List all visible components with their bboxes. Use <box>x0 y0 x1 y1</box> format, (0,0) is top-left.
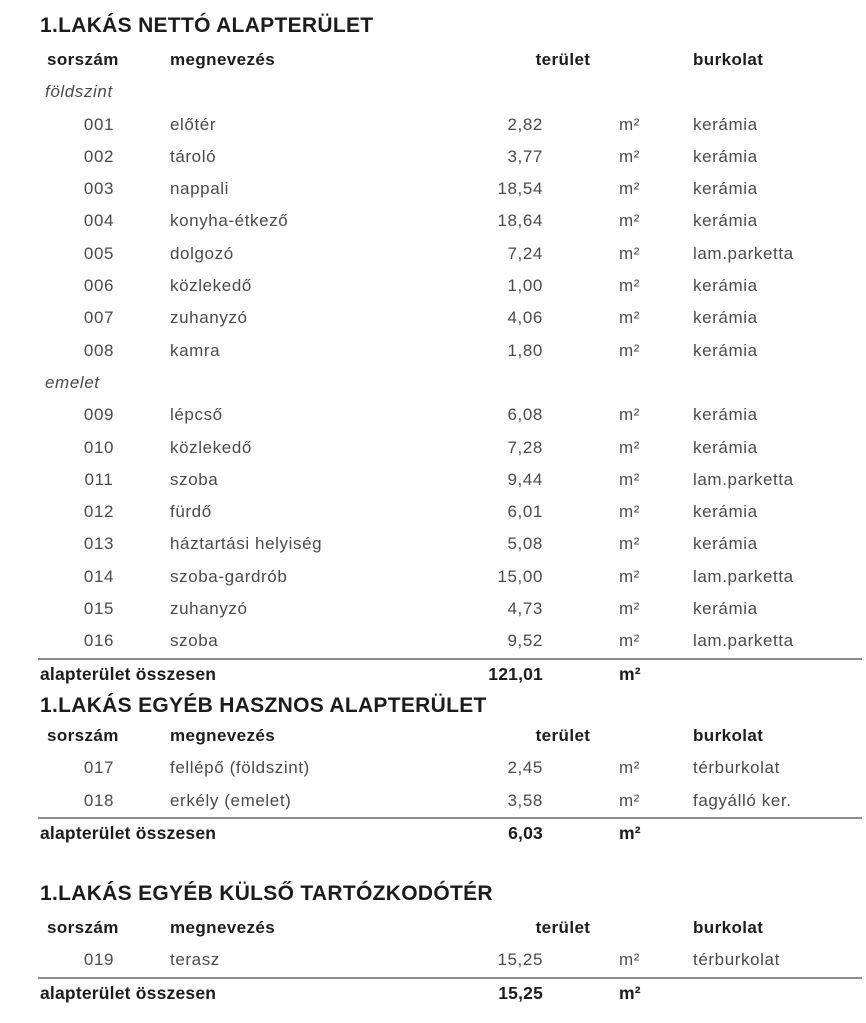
row-sorszam: 018 <box>83 790 115 810</box>
row-megnevezes: terasz <box>170 950 220 970</box>
total-row <box>0 977 866 1009</box>
col-header-megnevezes: megnevezés <box>170 50 276 69</box>
row-sorszam: 016 <box>83 631 115 651</box>
row-sorszam: 013 <box>83 534 115 554</box>
row-terulet: 3,77 <box>507 146 543 166</box>
row-sorszam: 002 <box>83 146 115 166</box>
table-header-row <box>0 912 866 944</box>
row-burkolat: kerámia <box>693 146 758 166</box>
table-egyeb-hasznos-alapterulet <box>0 690 866 849</box>
section-title: 1.LAKÁS EGYÉB HASZNOS ALAPTERÜLET <box>40 693 487 717</box>
row-burkolat: kerámia <box>693 211 758 231</box>
floor-section-row <box>0 367 866 399</box>
table-egyeb-kulso-tartozkodoter <box>0 849 866 1009</box>
row-megnevezes: fellépő (földszint) <box>170 758 310 778</box>
row-sorszam: 001 <box>83 114 115 134</box>
row-terulet: 7,24 <box>507 243 543 263</box>
row-terulet: 2,45 <box>507 758 543 778</box>
row-terulet: 1,80 <box>507 340 543 360</box>
table-row <box>0 238 866 270</box>
total-area-unit: m² <box>619 982 641 1003</box>
floor-section-label: földszint <box>45 82 113 102</box>
row-terulet: 4,73 <box>507 599 543 619</box>
row-megnevezes: előtér <box>170 114 217 134</box>
col-header-terulet: terület <box>535 725 591 745</box>
row-unit: m² <box>619 950 641 970</box>
col-header-megnevezes: megnevezés <box>170 918 276 938</box>
table-row <box>0 141 866 173</box>
row-terulet: 6,08 <box>507 405 543 425</box>
row-terulet: 5,08 <box>507 534 543 554</box>
table-row <box>0 785 866 817</box>
table-row <box>0 335 866 367</box>
row-burkolat: kerámia <box>693 114 758 134</box>
table-body <box>0 76 866 657</box>
row-unit: m² <box>619 631 641 651</box>
row-terulet: 15,25 <box>497 950 543 970</box>
table-row <box>0 109 866 141</box>
row-unit: m² <box>619 211 641 231</box>
row-sorszam: 008 <box>83 340 115 360</box>
total-area-unit: m² <box>619 822 641 843</box>
row-terulet: 1,00 <box>507 276 543 296</box>
row-unit: m² <box>619 146 641 166</box>
col-header-megnevezes: megnevezés <box>170 725 276 745</box>
row-unit: m² <box>619 437 641 457</box>
row-burkolat: lam.parketta <box>693 243 794 263</box>
table-row <box>0 625 866 657</box>
table-row <box>0 464 866 496</box>
total-label: alapterület összesen <box>40 982 217 1003</box>
row-megnevezes: lépcső <box>170 405 223 425</box>
table-row <box>0 944 866 976</box>
row-terulet: 6,01 <box>507 502 543 522</box>
row-unit: m² <box>619 758 641 778</box>
row-megnevezes: erkély (emelet) <box>170 790 292 810</box>
row-terulet: 2,82 <box>507 114 543 134</box>
total-label: alapterület összesen <box>40 822 217 843</box>
section-title: 1.LAKÁS NETTÓ ALAPTERÜLET <box>40 14 374 37</box>
row-sorszam: 004 <box>83 211 115 231</box>
row-burkolat: kerámia <box>693 599 758 619</box>
row-unit: m² <box>619 566 641 586</box>
col-header-burkolat: burkolat <box>693 725 764 745</box>
row-sorszam: 003 <box>83 179 115 199</box>
floor-section-row <box>0 76 866 108</box>
col-header-terulet: terület <box>535 918 591 938</box>
total-label: alapterület összesen <box>40 663 217 684</box>
row-megnevezes: nappali <box>170 179 230 199</box>
row-burkolat: kerámia <box>693 437 758 457</box>
table-body <box>0 944 866 976</box>
row-unit: m² <box>619 243 641 263</box>
row-sorszam: 017 <box>83 758 115 778</box>
col-header-terulet: terület <box>535 50 591 69</box>
row-burkolat: lam.parketta <box>693 566 794 586</box>
row-megnevezes: zuhanyzó <box>170 599 248 619</box>
row-terulet: 4,06 <box>507 308 543 328</box>
row-sorszam: 009 <box>83 405 115 425</box>
row-burkolat: térburkolat <box>693 950 780 970</box>
row-megnevezes: konyha-étkező <box>170 211 289 231</box>
row-terulet: 18,64 <box>497 211 543 231</box>
total-row <box>0 658 866 690</box>
row-megnevezes: háztartási helyiség <box>170 534 323 554</box>
row-unit: m² <box>619 308 641 328</box>
table-row <box>0 270 866 302</box>
row-unit: m² <box>619 502 641 522</box>
table-row <box>0 752 866 784</box>
row-burkolat: kerámia <box>693 502 758 522</box>
table-row <box>0 205 866 237</box>
row-burkolat: lam.parketta <box>693 631 794 651</box>
table-body <box>0 752 866 817</box>
row-unit: m² <box>619 790 641 810</box>
total-area-unit: m² <box>619 663 641 684</box>
row-unit: m² <box>619 179 641 199</box>
row-megnevezes: tároló <box>170 146 217 166</box>
row-megnevezes: szoba-gardrób <box>170 566 288 586</box>
row-megnevezes: zuhanyzó <box>170 308 248 328</box>
row-burkolat: lam.parketta <box>693 469 794 489</box>
row-burkolat: kerámia <box>693 179 758 199</box>
table-row <box>0 302 866 334</box>
row-sorszam: 006 <box>83 276 115 296</box>
total-area-value: 121,01 <box>488 663 543 684</box>
row-sorszam: 005 <box>83 243 115 263</box>
row-terulet: 9,52 <box>507 631 543 651</box>
floor-section-label: emelet <box>45 372 100 392</box>
row-sorszam: 019 <box>83 950 115 970</box>
row-burkolat: kerámia <box>693 340 758 360</box>
total-row <box>0 817 866 849</box>
table-row <box>0 561 866 593</box>
table-row <box>0 432 866 464</box>
row-unit: m² <box>619 599 641 619</box>
col-header-sorszam: sorszám <box>47 725 119 745</box>
row-burkolat: kerámia <box>693 405 758 425</box>
table-row <box>0 399 866 431</box>
row-burkolat: kerámia <box>693 534 758 554</box>
row-terulet: 15,00 <box>497 566 543 586</box>
row-burkolat: térburkolat <box>693 758 780 778</box>
row-burkolat: fagyálló ker. <box>693 790 792 810</box>
table-row <box>0 496 866 528</box>
col-header-sorszam: sorszám <box>47 918 119 938</box>
row-burkolat: kerámia <box>693 276 758 296</box>
row-sorszam: 007 <box>83 308 115 328</box>
row-terulet: 3,58 <box>507 790 543 810</box>
row-burkolat: kerámia <box>693 308 758 328</box>
row-megnevezes: szoba <box>170 469 219 489</box>
row-megnevezes: szoba <box>170 631 219 651</box>
row-terulet: 18,54 <box>497 179 543 199</box>
row-megnevezes: fürdő <box>170 502 212 522</box>
row-megnevezes: közlekedő <box>170 437 252 457</box>
total-area-value: 6,03 <box>508 822 543 843</box>
row-sorszam: 014 <box>83 566 115 586</box>
row-unit: m² <box>619 114 641 134</box>
row-unit: m² <box>619 534 641 554</box>
row-unit: m² <box>619 340 641 360</box>
section-title: 1.LAKÁS EGYÉB KÜLSŐ TARTÓZKODÓTÉR <box>40 882 493 906</box>
row-sorszam: 011 <box>84 469 114 489</box>
row-sorszam: 010 <box>83 437 115 457</box>
row-sorszam: 015 <box>83 599 115 619</box>
table-row <box>0 528 866 560</box>
row-megnevezes: kamra <box>170 340 221 360</box>
table-header-row <box>0 720 866 752</box>
table-header-row <box>0 44 866 76</box>
row-unit: m² <box>619 405 641 425</box>
col-header-burkolat: burkolat <box>693 918 764 938</box>
row-megnevezes: dolgozó <box>170 243 234 263</box>
row-terulet: 7,28 <box>507 437 543 457</box>
row-unit: m² <box>619 469 641 489</box>
col-header-burkolat: burkolat <box>693 50 764 69</box>
row-terulet: 9,44 <box>507 469 543 489</box>
row-sorszam: 012 <box>83 502 115 522</box>
table-row <box>0 173 866 205</box>
table-row <box>0 593 866 625</box>
total-area-value: 15,25 <box>498 982 543 1003</box>
col-header-sorszam: sorszám <box>47 50 119 69</box>
row-unit: m² <box>619 276 641 296</box>
row-megnevezes: közlekedő <box>170 276 252 296</box>
